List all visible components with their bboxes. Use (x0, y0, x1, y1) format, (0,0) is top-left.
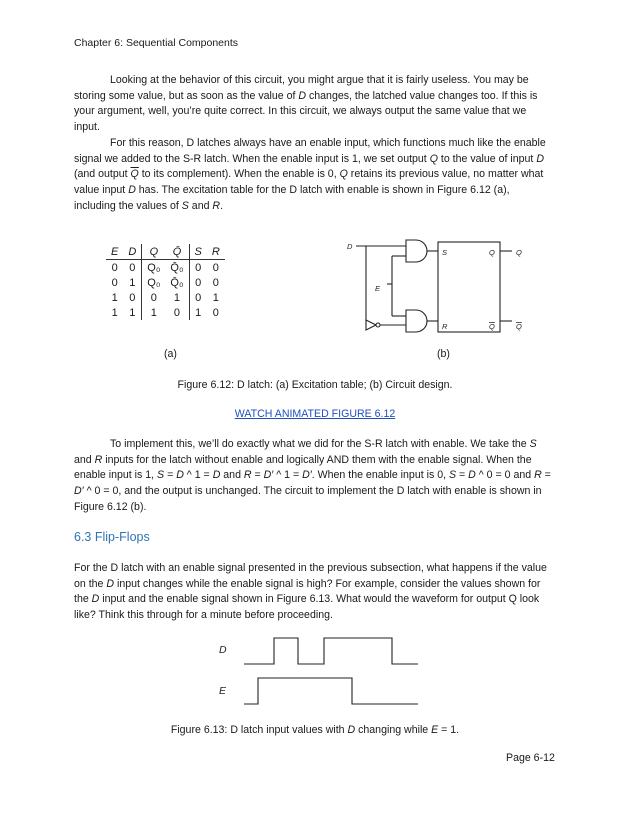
wave-label-d: D (219, 644, 227, 656)
table-cell: 0 (123, 290, 141, 305)
subfigure-label-b: (b) (437, 348, 450, 360)
and-gate-bottom (406, 310, 427, 332)
watch-animated-link-container (0, 408, 630, 420)
waveform-e (244, 678, 418, 704)
col-header-qbar: Q̄ (165, 244, 189, 260)
table-row (106, 260, 225, 276)
table-cell: 0 (212, 261, 219, 274)
watch-animated-figure-link[interactable]: WATCH ANIMATED FIGURE 6.12 (234, 408, 396, 420)
table-cell: 1 (195, 306, 202, 319)
waveform-figure (210, 628, 430, 708)
not-gate (366, 320, 376, 330)
table-cell: 1 (165, 290, 189, 305)
paragraph-3: To implement this, we’ll do exactly what we did for the S-R latch with enable. We take the S and R inputs for the latch without enable and logically AND them with the enable signal. When the enable input is 1, S = D ^ 1 = D and R = D′ ^ 1 = D′. When the enable input is 0, S = D ^ 0 = 0 and R = D′ ^ 0 = 0, and the output is unchanged. The circuit to implement the D latch with enable is shown in Figure 6.12 (b). (74, 438, 551, 513)
table-cell: 0 (165, 305, 189, 320)
table-cell: 0 (212, 306, 219, 319)
circuit-label-q-out: Q (516, 248, 522, 257)
table-cell: Q̄₀ (165, 260, 189, 276)
figure-6-13-caption: Figure 6.13: D latch input values with D changing while E = 1. (170, 724, 460, 736)
implementation-text (74, 437, 554, 516)
table-cell: 1 (111, 306, 118, 319)
section-heading: 6.3 Flip-Flops (74, 530, 150, 544)
circuit-label-e: E (375, 284, 381, 293)
table-cell: 0 (150, 291, 157, 304)
table-cell: 0 (195, 276, 202, 289)
table-cell: 0 (195, 291, 202, 304)
table-cell: 0 (212, 276, 219, 289)
wave-label-e: E (219, 685, 227, 697)
table-cell: 1 (123, 305, 141, 320)
table-cell: 0 (111, 276, 118, 289)
table-row (106, 305, 225, 320)
running-header: Chapter 6: Sequential Components (74, 37, 239, 49)
table-cell: 0 (195, 261, 202, 274)
page-number: Page 6-12 (506, 752, 555, 764)
flipflop-text (74, 561, 554, 624)
col-header-r: R (207, 244, 225, 260)
table-cell: 0 (111, 261, 118, 274)
d-latch-circuit (340, 236, 540, 340)
excitation-table (106, 244, 225, 320)
table-row (106, 290, 225, 305)
waveform-d (244, 638, 418, 664)
table-header-row (106, 244, 225, 260)
col-header-q: Q (142, 244, 166, 260)
col-header-e: E (106, 244, 123, 260)
table-cell: Q₀ (147, 261, 161, 274)
paragraph-1: Looking at the behavior of this circuit, you might argue that it is fairly useless. You may be storing some value, but as soon as the value of D changes, the latched value changes too. If this is your argument, well, you’re quite correct. In this circuit, we always output the same value that we input. (74, 74, 538, 134)
circuit-label-qbar-in: Q (489, 322, 495, 331)
circuit-label-qbar-out: Q (516, 322, 522, 331)
col-header-d: D (123, 244, 141, 260)
circuit-label-s: S (442, 248, 448, 257)
circuit-label-r: R (442, 322, 448, 331)
table-cell: 1 (150, 306, 157, 319)
figure-6-12-caption: Figure 6.12: D latch: (a) Excitation table; (b) Circuit design. (177, 379, 453, 391)
table-cell: Q̄₀ (165, 275, 189, 290)
table-cell: 1 (212, 291, 219, 304)
not-bubble (376, 323, 380, 327)
table-cell: 0 (123, 260, 141, 276)
circuit-label-d: D (347, 242, 353, 251)
table-cell: 1 (111, 291, 118, 304)
and-gate-top (406, 240, 427, 262)
intro-text (74, 73, 554, 214)
table-cell: Q₀ (147, 276, 161, 289)
paragraph-2: For this reason, D latches always have an enable input, which functions much like the enable signal we added to the S-R latch. When the enable input is 1, we set output Q to the value of input D (and output $\overline{Q}$ to its complement). When the enable is 0, Q retains its previous value, no matter what value input D has. The excitation table for the D latch with enable is shown in Figure 6.12 (a), including the values of S and R. (74, 136, 546, 212)
subfigure-label-a: (a) (164, 348, 177, 360)
circuit-label-q-in: Q (489, 248, 495, 257)
table-row (106, 275, 225, 290)
col-header-s: S (189, 244, 207, 260)
table-cell: 1 (123, 275, 141, 290)
paragraph-4: For the D latch with an enable signal presented in the previous subsection, what happens if the value on the D input changes while the enable signal is high? For example, consider the values shown for the D input and the enable signal shown in Figure 6.13. What would the waveform for output Q look like? Think this through for a minute before proceeding. (74, 562, 547, 622)
